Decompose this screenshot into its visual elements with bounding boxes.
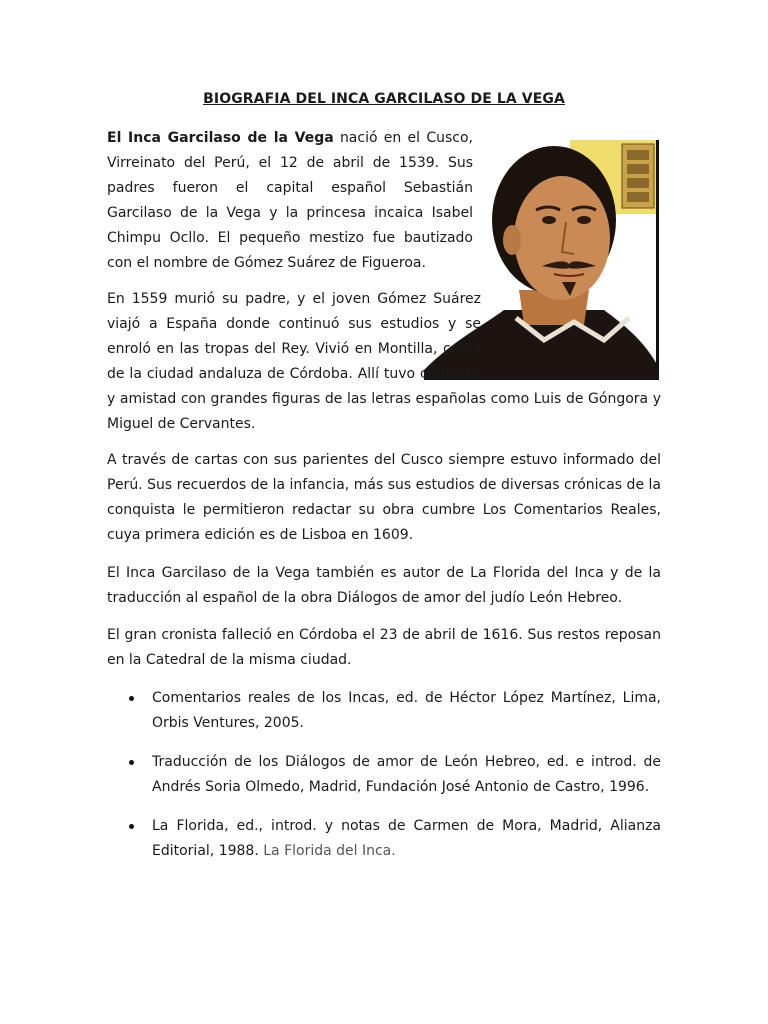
paragraph-author: El Inca Garcilaso de la Vega también es autor de La Florida del Inca y de la traducción al español de la obra Diálogos de amor del judío León Hebreo. [107,565,661,606]
paragraph-death: El gran cronista falleció en Córdoba el 23 de abril de 1616. Sus restos reposan en la Catedral de la misma ciudad. [107,627,661,668]
float-spacer-2 [481,287,661,377]
list-item-text: La Florida, ed., introd. y notas de Carmen de Mora, Madrid, Alianza Editorial, 1988. [152,818,661,859]
bullet-icon [129,760,134,765]
list-item-suffix: La Florida del Inca. [263,843,396,859]
bullet-icon [129,824,134,829]
page-title: BIOGRAFIA DEL INCA GARCILASO DE LA VEGA [203,91,565,107]
paragraph-works: A través de cartas con sus parientes del Cusco siempre estuvo informado del Perú. Sus recuerdos de la infancia, más sus estudios de diversas crónicas de la conquista le permitieron redactar su obra cumbre Los Comentarios Reales, cuya primera edición es de Lisboa en 1609. [107,452,661,543]
subject-name: El Inca Garcilaso de la Vega [107,130,334,146]
list-item-text: Comentarios reales de los Incas, ed. de Héctor López Martínez, Lima, Orbis Ventures, 2005. [152,690,661,731]
list-item [107,750,661,800]
bibliography-list [107,686,661,878]
list-item [107,686,661,736]
bullet-icon [129,696,134,701]
list-item-text: Traducción de los Diálogos de amor de León Hebreo, ed. e introd. de Andrés Soria Olmedo, Madrid, Fundación José Antonio de Castro, 1996. [152,754,661,795]
paragraph-youth-text: En 1559 murió su padre, y el joven Gómez Suárez viajó a España donde continuó sus estudios y se enroló en las tropas del Rey. Vivió en Montilla, cerca de la ciudad andaluza de Córdoba. Allí tuvo contacto y amistad con grandes figuras de las letras españolas como Luis de Góngora y Miguel de Cervantes. [107,291,661,432]
list-item [107,814,661,864]
paragraph-birth-text: nació en el Cusco, Virreinato del Perú, el 12 de abril de 1539. Sus padres fueron el capital español Sebastián Garcilaso de la Vega y la princesa incaica Isabel Chimpu Ocllo. El pequeño mestizo fue bautizado con el nombre de Gómez Suárez de Figueroa. [107,130,473,271]
paragraph-youth [107,287,661,437]
